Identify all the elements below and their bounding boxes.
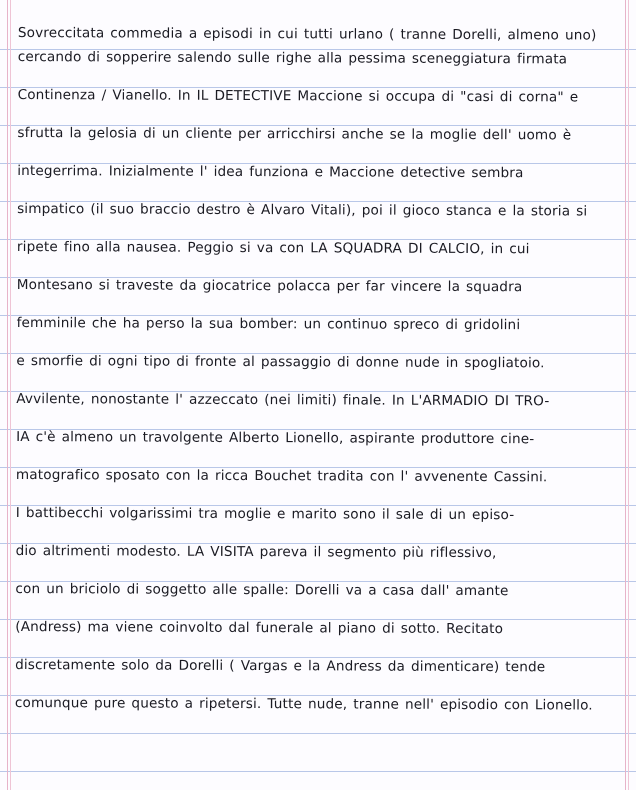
text-line: IA c'è almeno un travolgente Alberto Lionello, aspirante produttore cine- (16, 428, 535, 448)
text-line: Continenza / Vianello. In IL DETECTIVE Maccione si occupa di "casi di corna" e (17, 86, 579, 106)
text-line: cercando di sopperire salendo sulle righe alla pessima sceneggiatura firmata (17, 48, 568, 68)
text-line: Avvilente, nonostante l' azzeccato (nei limiti) finale. In L'ARMADIO DI TRO- (16, 390, 550, 410)
text-line: femminile che ha perso la sua bomber: un continuo spreco di gridolini (16, 314, 521, 334)
text-line: integerrima. Inizialmente l' idea funziona e Maccione detective sembra (17, 162, 524, 182)
text-line: discretamente solo da Dorelli ( Vargas e la Andress da dimenticare) tende (15, 656, 546, 676)
text-line: comunque pure questo a ripetersi. Tutte nude, tranne nell' episodio con Lionello. (14, 694, 593, 714)
text-line: Montesano si traveste da giocatrice polacca per far vincere la squadra (16, 276, 523, 296)
text-line: dio altrimenti modesto. LA VISITA pareva il segmento più riflessivo, (15, 542, 497, 562)
handwritten-review-text (15, 0, 633, 725)
text-line: I battibecchi volgarissimi tra moglie e marito sono il sale di un episo- (15, 504, 515, 524)
text-line: con un briciolo di soggetto alle spalle: Dorelli va a casa dall' amante (15, 580, 509, 600)
left-margin-line-inner (10, 0, 11, 790)
text-line: ripete fino alla nausea. Peggio si va con LA SQUADRA DI CALCIO, in cui (16, 238, 530, 258)
text-line: (Andress) ma viene coinvolto dal funerale al piano di sotto. Recitato (15, 618, 504, 638)
text-line: matografico sposato con la ricca Bouchet tradita con l' avvenente Cassini. (15, 466, 548, 486)
text-line: simpatico (il suo braccio destro è Alvaro Vitali), poi il gioco stanca e la storia si (17, 200, 588, 220)
text-line: Sovreccitata commedia a episodi in cui tutti urlano ( tranne Dorelli, almeno uno) (17, 24, 597, 44)
text-line: sfrutta la gelosia di un cliente per arricchirsi anche se la moglie dell' uomo è (17, 124, 572, 144)
left-margin-line (7, 0, 8, 790)
text-line: e smorfie di ogni tipo di fronte al passaggio di donne nude in spogliatoio. (16, 352, 545, 372)
